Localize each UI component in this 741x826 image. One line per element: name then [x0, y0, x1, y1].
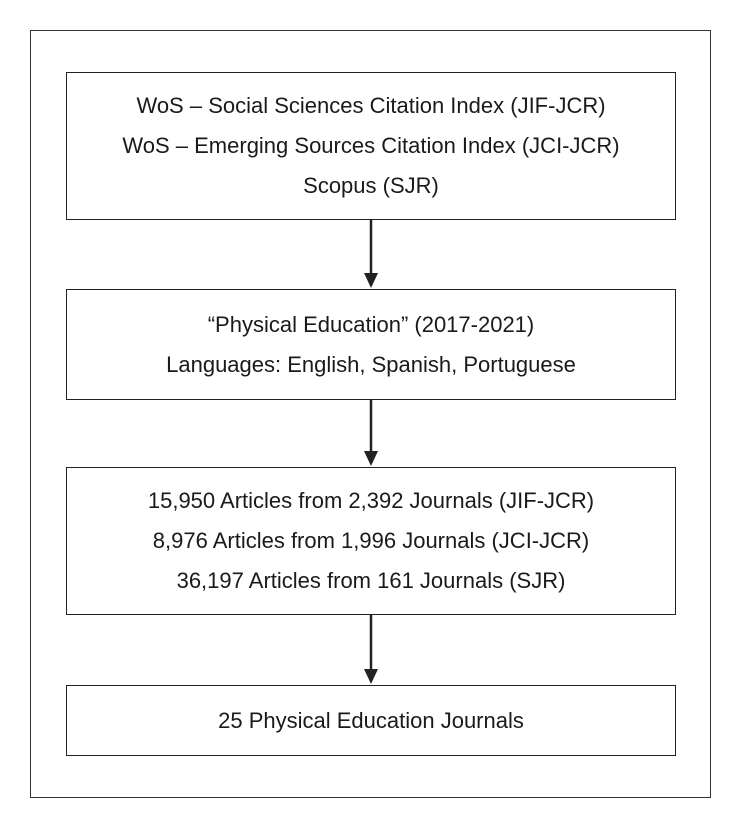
results-line-jif: 15,950 Articles from 2,392 Journals (JIF-JCR): [147, 488, 595, 513]
results-line-sjr: 36,197 Articles from 161 Journals (SJR): [176, 568, 566, 593]
final-journals-line: 25 Physical Education Journals: [218, 707, 524, 733]
database-line-wos-ssci: WoS – Social Sciences Citation Index (JIF-JCR): [136, 93, 606, 118]
database-line-scopus: Scopus (SJR): [303, 173, 439, 198]
search-term-line: “Physical Education” (2017-2021): [207, 311, 535, 337]
arrow-2-down-icon: [364, 400, 378, 466]
arrow-1-down-icon: [364, 220, 378, 288]
database-line-wos-esci: WoS – Emerging Sources Citation Index (JCI-JCR): [122, 133, 620, 158]
results-line-jci: 8,976 Articles from 1,996 Journals (JCI-JCR): [152, 528, 590, 553]
languages-line: Languages: English, Spanish, Portuguese: [166, 351, 576, 377]
arrow-3-down-icon: [364, 615, 378, 684]
